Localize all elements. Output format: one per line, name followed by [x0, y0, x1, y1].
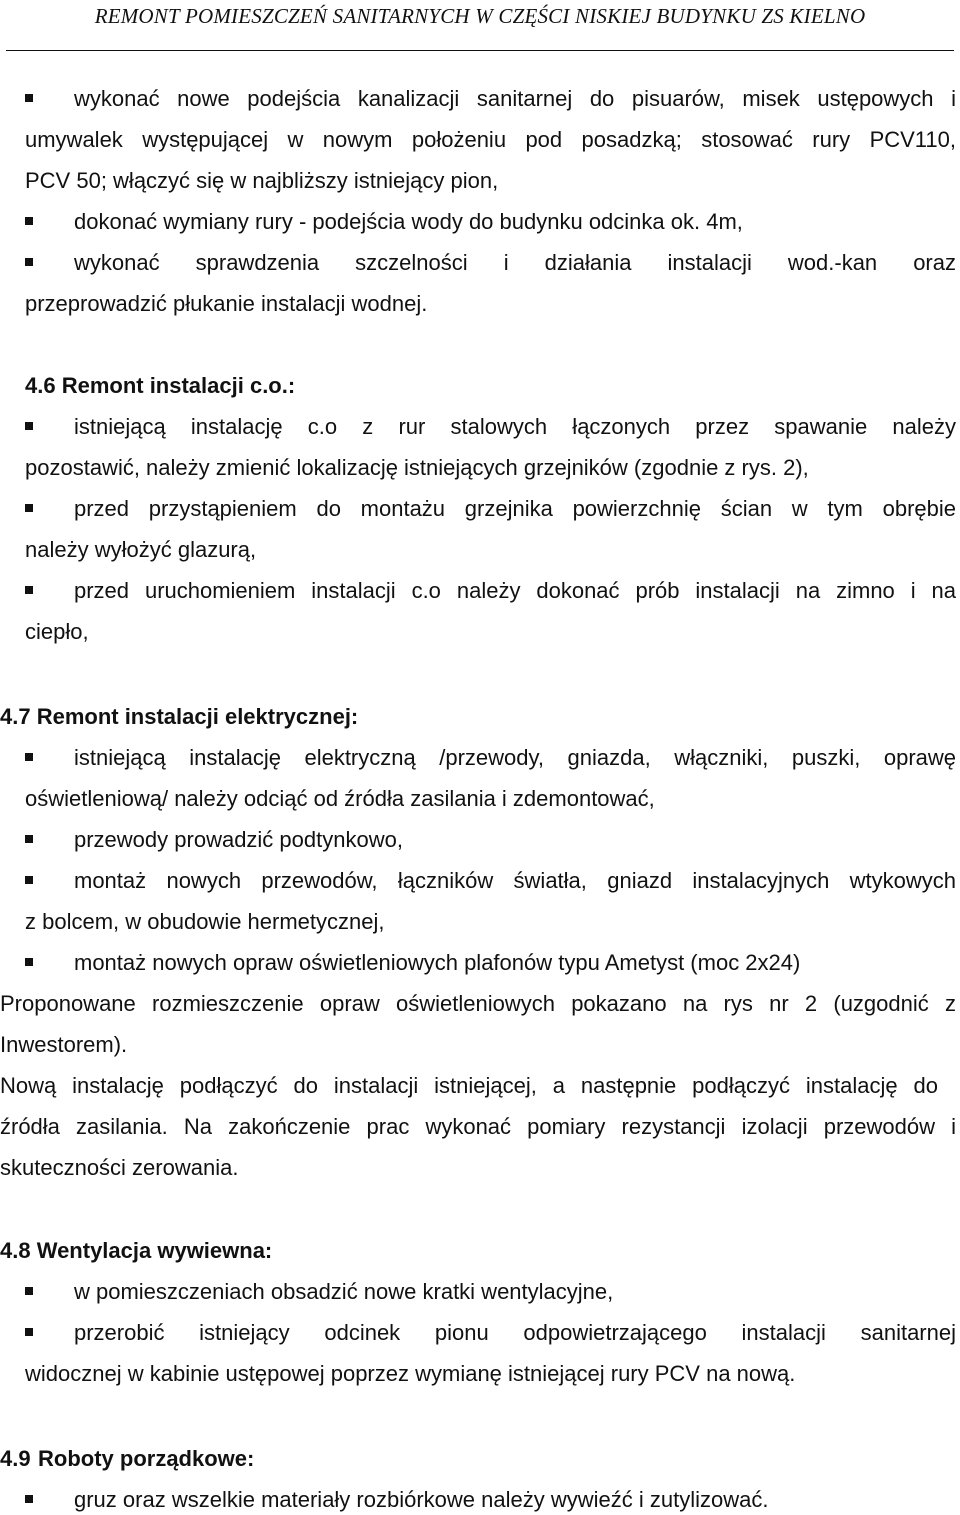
document-title: REMONT POMIESZCZEŃ SANITARNYCH W CZĘŚCI NISKIEJ BUDYNKU ZS KIELNO [94, 4, 866, 28]
list-item-text: wykonać nowe podejścia kanalizacji sanitarnej do pisuarów, misek ustępowych i [74, 86, 956, 111]
bullet-icon [25, 504, 33, 512]
list-item-text: dokonać wymiany rury - podejścia wody do budynku odcinka ok. 4m, [74, 209, 743, 234]
bullet-icon [25, 1328, 33, 1336]
bullet-icon [25, 753, 33, 761]
bullet-icon [25, 586, 33, 594]
list-item-text: umywalek występującej w nowym położeniu pod posadzką; stosować rury PCV110, [25, 127, 956, 152]
list-item-text: przerobić istniejący odcinek pionu odpowietrzającego instalacji sanitarnej [74, 1320, 956, 1345]
list-item-text: oświetleniową/ należy odciąć od źródła zasilania i zdemontować, [25, 786, 655, 811]
bullet-icon [25, 422, 33, 430]
list-item-text: pozostawić, należy zmienić lokalizację istniejących grzejników (zgodnie z rys. 2), [25, 455, 809, 480]
bullet-icon [25, 217, 33, 225]
bullet-icon [25, 94, 33, 102]
page-header [0, 0, 960, 54]
list-item-text: z bolcem, w obudowie hermetycznej, [25, 909, 385, 934]
list-item-text: montaż nowych przewodów, łączników światła, gniazd instalacyjnych wtykowych [74, 868, 956, 893]
paragraph-text: Proponowane rozmieszczenie opraw oświetleniowych pokazano na rys nr 2 (uzgodnić z [0, 991, 956, 1016]
list-item-text: widocznej w kabinie ustępowej poprzez wymianę istniejącej rury PCV na nową. [25, 1361, 796, 1386]
list-item-text: należy wyłożyć glazurą, [25, 537, 257, 562]
list-item-text: przed uruchomieniem instalacji c.o należy dokonać prób instalacji na zimno i na [74, 578, 956, 603]
bullet-icon [25, 958, 33, 966]
list-item-text: w pomieszczeniach obsadzić nowe kratki wentylacyjne, [74, 1279, 614, 1304]
list-item-text: przewody prowadzić podtynkowo, [74, 827, 403, 852]
bullet-icon [25, 835, 33, 843]
bullet-icon [25, 258, 33, 266]
list-item-text: wykonać sprawdzenia szczelności i działania instalacji wod.-kan oraz [74, 250, 956, 275]
section-heading-number: 4.9 [0, 1446, 31, 1471]
list-item-text: przeprowadzić płukanie instalacji wodnej. [25, 291, 428, 316]
paragraph-text: Nową instalację podłączyć do instalacji istniejącej, a następnie podłączyć instalację do [0, 1073, 938, 1098]
bullet-icon [25, 876, 33, 884]
section-heading: 4.7 Remont instalacji elektrycznej: [0, 704, 359, 729]
section-heading: 4.6 Remont instalacji c.o.: [25, 373, 296, 398]
section-heading: Roboty porządkowe: [38, 1446, 255, 1471]
paragraph-text: skuteczności zerowania. [0, 1155, 239, 1180]
list-item-text: istniejącą instalację c.o z rur stalowych łączonych przez spawanie należy [74, 414, 956, 439]
section-heading: 4.8 Wentylacja wywiewna: [0, 1238, 273, 1263]
paragraph-text: Inwestorem). [0, 1032, 128, 1057]
list-item-text: montaż nowych opraw oświetleniowych plafonów typu Ametyst (moc 2x24) [74, 950, 801, 975]
bullet-icon [25, 1287, 33, 1295]
list-item-text: gruz oraz wszelkie materiały rozbiórkowe należy wywieźć i zutylizować. [74, 1487, 769, 1512]
list-item-text: PCV 50; włączyć się w najbliższy istniejący pion, [25, 168, 499, 193]
bullet-icon [25, 1495, 33, 1503]
list-item-text: przed przystąpieniem do montażu grzejnika powierzchnię ścian w tym obrębie [74, 496, 956, 521]
list-item-text: istniejącą instalację elektryczną /przewody, gniazda, włączniki, puszki, oprawę [74, 745, 956, 770]
paragraph-text: źródła zasilania. Na zakończenie prac wykonać pomiary rezystancji izolacji przewodów i [0, 1114, 956, 1139]
header-rule [6, 50, 954, 51]
list-item-text: ciepło, [25, 619, 89, 644]
